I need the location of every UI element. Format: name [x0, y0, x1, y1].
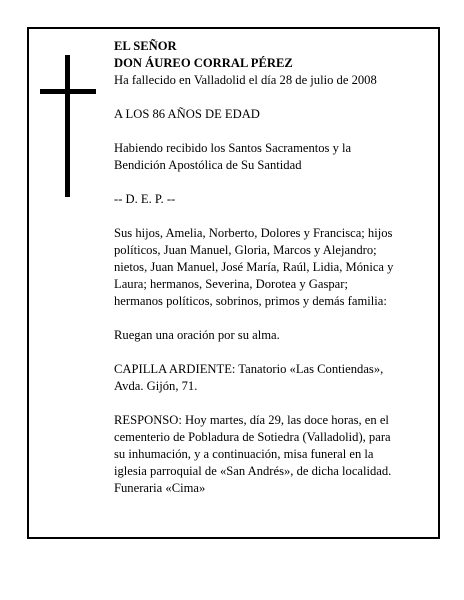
- chapel-line-2: Avda. Gijón, 71.: [114, 379, 198, 393]
- death-info: Ha fallecido en Valladolid el día 28 de julio de 2008: [114, 73, 377, 87]
- cross-vertical-bar: [65, 55, 70, 197]
- rip-text: -- D. E. P. --: [114, 192, 176, 206]
- deceased-header: [114, 38, 432, 89]
- family-line-5: hermanos políticos, sobrinos, primos y demás familia:: [114, 294, 387, 308]
- prayer-text: Ruegan una oración por su alma.: [114, 328, 280, 342]
- response-line-2: cementerio de Pobladura de Sotiedra (Valladolid), para: [114, 430, 391, 444]
- family-line-1: Sus hijos, Amelia, Norberto, Dolores y Francisca; hijos: [114, 226, 393, 240]
- family-line-4: Laura; hermanos, Severina, Dorotea y Gaspar;: [114, 277, 348, 291]
- chapel-line-1: CAPILLA ARDIENTE: Tanatorio «Las Contiendas»,: [114, 362, 384, 376]
- rip-paragraph: [114, 191, 432, 208]
- funeral-home: Funeraria «Cima»: [114, 481, 206, 495]
- sacraments-line-1: Habiendo recibido los Santos Sacramentos y la: [114, 141, 352, 155]
- sacraments-paragraph: [114, 140, 432, 174]
- response-line-1: RESPONSO: Hoy martes, día 29, las doce horas, en el: [114, 413, 389, 427]
- sacraments-line-2: Bendición Apostólica de Su Santidad: [114, 158, 302, 172]
- obituary-text: [114, 38, 432, 514]
- age-paragraph: [114, 106, 432, 123]
- family-line-3: nietos, Juan Manuel, José María, Raúl, Lidia, Mónica y: [114, 260, 394, 274]
- prayer-paragraph: [114, 327, 432, 344]
- chapel-paragraph: [114, 361, 432, 395]
- cross-icon: [40, 55, 96, 197]
- family-line-2: políticos, Juan Manuel, Gloria, Marcos y Alejandro;: [114, 243, 377, 257]
- title-line-1: EL SEÑOR: [114, 39, 177, 53]
- response-paragraph: [114, 412, 432, 497]
- family-paragraph: [114, 225, 432, 310]
- deceased-name: DON ÁUREO CORRAL PÉREZ: [114, 56, 293, 70]
- response-line-4: iglesia parroquial de «San Andrés», de dicha localidad.: [114, 464, 392, 478]
- cross-horizontal-bar: [40, 89, 96, 94]
- response-line-3: su inhumación, y a continuación, misa funeral en la: [114, 447, 374, 461]
- age-text: A LOS 86 AÑOS DE EDAD: [114, 107, 260, 121]
